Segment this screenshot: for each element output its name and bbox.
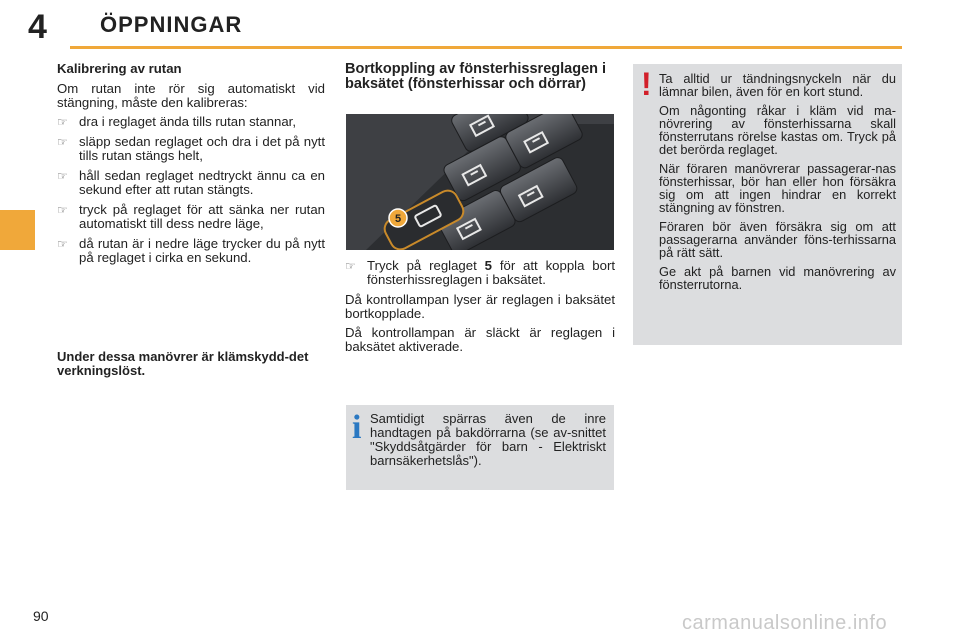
warning-exclamation-icon: ! <box>641 66 652 102</box>
rear-controls-section <box>345 259 615 359</box>
warning-text <box>659 72 896 297</box>
info-i-icon: i <box>352 409 362 446</box>
calibration-section <box>57 62 325 271</box>
hand-pointer-icon: ☞ <box>57 203 68 217</box>
hand-pointer-icon: ☞ <box>345 259 356 273</box>
lamp-on-text: Då kontrollampan lyser är reglagen i baksätet bortkopplade. <box>345 292 615 321</box>
calibration-intro: Om rutan inte rör sig automatiskt vid stängning, måste den kalibreras: <box>57 81 325 110</box>
calibration-heading: Kalibrering av rutan <box>57 61 182 76</box>
info-box <box>346 405 614 490</box>
list-item: ☞ tryck på reglaget för att sänka ner rutan automatiskt till dess nedre läge, <box>57 202 325 231</box>
rear-controls-steps <box>345 259 615 287</box>
hand-pointer-icon: ☞ <box>57 115 68 129</box>
calibration-steps <box>57 115 325 265</box>
hand-pointer-icon: ☞ <box>57 135 68 149</box>
header-rule <box>70 46 902 49</box>
warning-paragraph: Ge akt på barnen vid manövrering av fönsterrutorna. <box>659 264 896 292</box>
list-item: ☞ håll sedan reglaget nedtryckt ännu ca en sekund efter att rutan stängts. <box>57 168 325 197</box>
info-text: Samtidigt spärras även de inre handtagen på bakdörrarna (se av-snittet "Skyddsåtgärder för barn - Elektriskt barnsäkerhetslås"). <box>370 411 606 468</box>
rear-controls-heading: Bortkoppling av fönsterhissreglagen i baksätet (fönsterhissar och dörrar) <box>345 61 607 92</box>
chapter-number: 4 <box>28 8 47 46</box>
photo-callout-label: 5 <box>394 213 402 225</box>
watermark: carmanualsonline.info <box>682 612 888 634</box>
warning-paragraph: Om någonting råkar i kläm vid ma-növrering av fönsterhissarna skall fönsterrutans rörelse kastas om. Tryck på det berörda reglaget. <box>659 103 896 157</box>
window-switch-panel-illustration <box>346 114 614 250</box>
warning-paragraph: Föraren bör även försäkra sig om att passagerarna använder föns-terhissarna på rätt sätt. <box>659 219 896 260</box>
list-item: ☞ släpp sedan reglaget och dra i det på nytt tills rutan stängs helt, <box>57 134 325 163</box>
warning-paragraph: När föraren manövrerar passagerar-nas fönsterhissar, bör han eller hon försäkra sig om att ingen hindrar en korrekt stängning av fönstren. <box>659 161 896 215</box>
hand-pointer-icon: ☞ <box>57 169 68 183</box>
lamp-off-text: Då kontrollampan är släckt är reglagen i baksätet aktiverade. <box>345 325 615 354</box>
hand-pointer-icon: ☞ <box>57 237 68 251</box>
list-item: ☞ Tryck på reglaget 5 för att koppla bort fönsterhissreglagen i baksätet. <box>345 258 616 287</box>
list-item: ☞ då rutan är i nedre läge trycker du på nytt på reglaget i cirka en sekund. <box>57 236 325 265</box>
anti-pinch-note: Under dessa manövrer är klämskydd-det verkningslöst. <box>57 349 309 378</box>
chapter-side-tab <box>0 210 35 250</box>
warning-box <box>633 64 902 345</box>
chapter-title: ÖPPNINGAR <box>100 12 243 37</box>
door-control-photo <box>346 114 614 250</box>
list-item: ☞ dra i reglaget ända tills rutan stannar, <box>57 114 296 129</box>
page-number: 90 <box>33 608 49 624</box>
warning-paragraph: Ta alltid ur tändningsnyckeln när du lämnar bilen, även för en kort stund. <box>659 71 896 99</box>
